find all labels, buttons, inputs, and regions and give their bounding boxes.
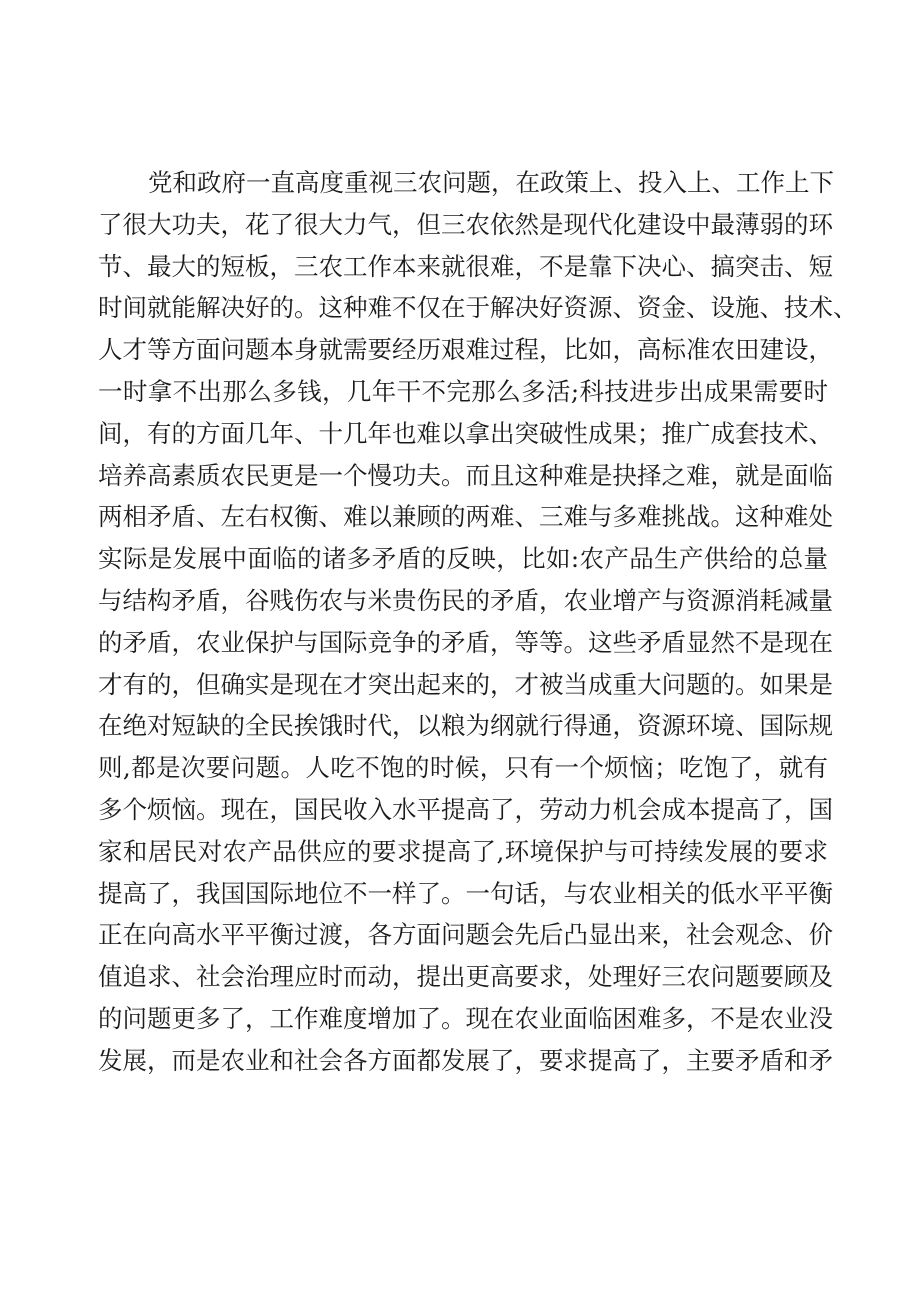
text-line: 与结构矛盾，谷贱伤农与米贵伤民的矛盾，农业增产与资源消耗减量: [98, 585, 833, 615]
text-line: 发展，而是农业和社会各方面都发展了，要求提高了，主要矛盾和矛: [98, 1045, 833, 1075]
text-line: 正在向高水平平衡过渡，各方面问题会先后凸显出来，社会观念、价: [98, 920, 833, 950]
text-line: 节、最大的短板，三农工作本来就很难，不是靠下决心、搞突击、短: [98, 251, 833, 281]
text-line: 的问题更多了，工作难度增加了。现在农业面临困难多，不是农业没: [98, 1003, 833, 1033]
body-paragraph: [98, 162, 858, 1082]
text-line: 了很大功夫，花了很大力气，但三农依然是现代化建设中最薄弱的环: [98, 209, 833, 239]
text-line: 培养高素质农民更是一个慢功夫。而且这种难是抉择之难，就是面临: [98, 460, 833, 490]
text-line: 间，有的方面几年、十几年也难以拿出突破性成果；推广成套技术、: [98, 418, 833, 448]
text-line: 实际是发展中面临的诸多矛盾的反映，比如:农产品生产供给的总量: [98, 544, 828, 574]
text-line: 多个烦恼。现在，国民收入水平提高了，劳动力机会成本提高了，国: [98, 794, 833, 824]
text-line: 的矛盾，农业保护与国际竞争的矛盾，等等。这些矛盾显然不是现在: [98, 627, 833, 657]
text-line: 提高了，我国国际地位不一样了。一句话，与农业相关的低水平平衡: [98, 878, 833, 908]
text-line: 家和居民对农产品供应的要求提高了,环境保护与可持续发展的要求: [98, 836, 828, 866]
text-line: 则,都是次要问题。人吃不饱的时候，只有一个烦恼；吃饱了，就有: [98, 753, 828, 783]
text-line: 党和政府一直高度重视三农问题，在政策上、投入上、工作上下: [148, 168, 834, 197]
text-line: 两相矛盾、左右权衡、难以兼顾的两难、三难与多难挑战。这种难处: [98, 502, 833, 532]
text-line: 值追求、社会治理应时而动，提出更高要求，处理好三农问题要顾及: [98, 962, 833, 992]
text-line: 时间就能解决好的。这种难不仅在于解决好资源、资金、设施、技术、: [98, 293, 858, 323]
text-line: 人才等方面问题本身就需要经历艰难过程，比如，高标准农田建设，: [98, 335, 833, 365]
text-line: 一时拿不出那么多钱，几年干不完那么多活;科技进步出成果需要时: [98, 376, 828, 406]
text-line: 在绝对短缺的全民挨饿时代，以粮为纲就行得通，资源环境、国际规: [98, 711, 833, 741]
text-line: 才有的，但确实是现在才突出起来的，才被当成重大问题的。如果是: [98, 669, 833, 699]
